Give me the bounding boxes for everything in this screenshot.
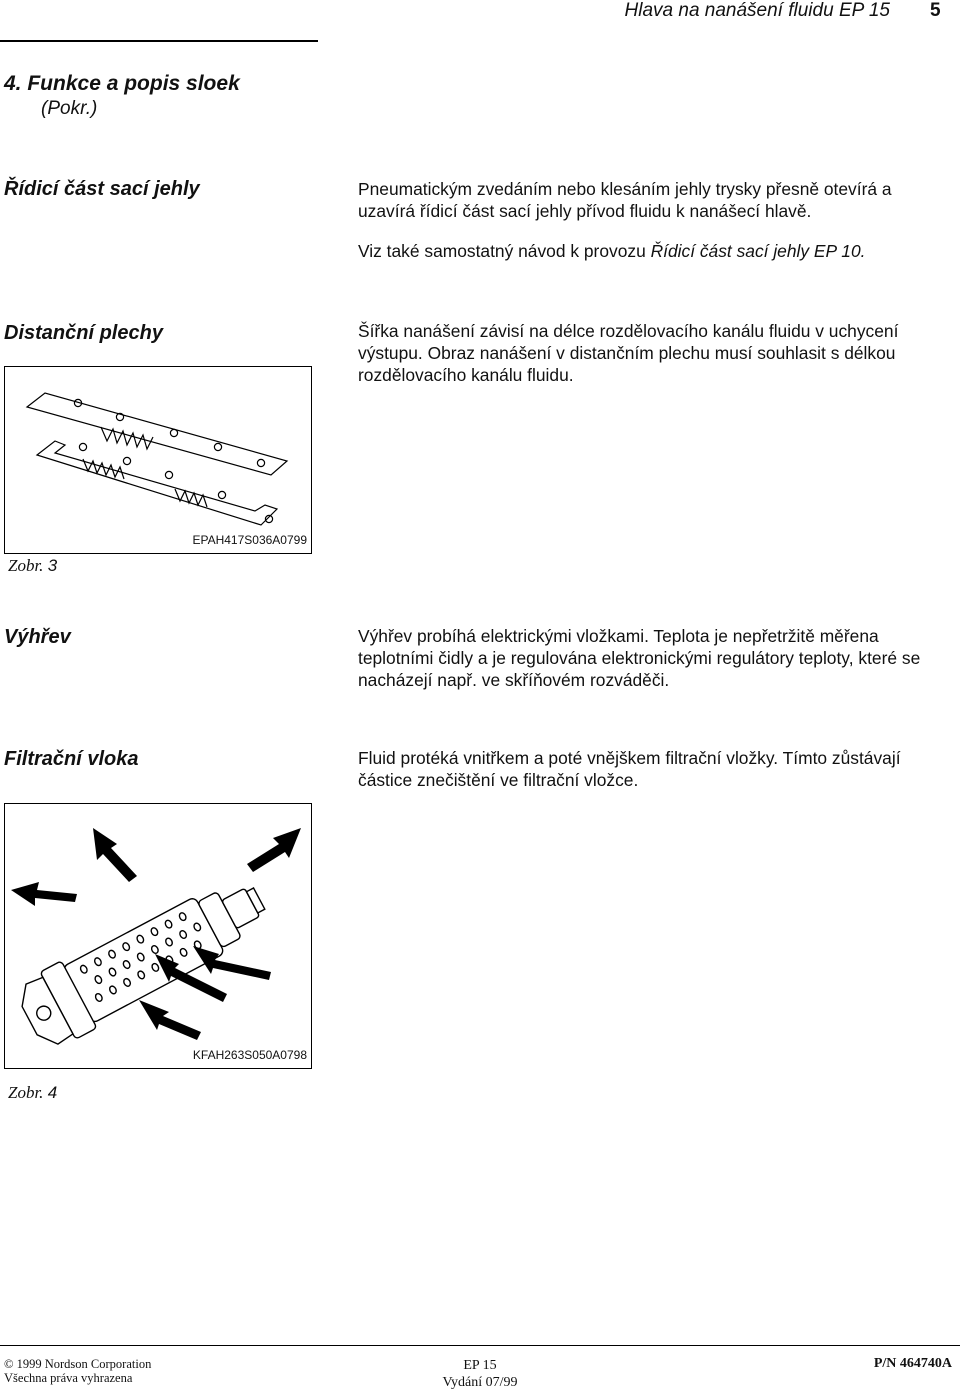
needle-control-para1: Pneumatickým zvedáním nebo klesáním jehly trysky přesně otevírá a uzavírá řídicí část sací jehly přívod fluidu k nanášecí hlavě.: [358, 179, 892, 221]
needle-control-text: [358, 178, 950, 262]
arrow-icon: [193, 946, 271, 980]
shim-plate-lower: [37, 441, 277, 525]
needle-control-label: Řídicí část sací jehly: [4, 178, 200, 200]
needle-control-para2: [358, 240, 950, 262]
shim-hole: [218, 491, 225, 498]
shims-text: Šířka nanášení závisí na délce rozdělovacího kanálu fluidu v uchycení výstupu. Obraz nanášení v distančním plechu musí souhlasit s délkou rozdělovacího kanálu fluidu.: [358, 321, 899, 385]
shim-plate-upper: [27, 393, 287, 475]
edition: Vydání 07/99: [442, 1375, 518, 1390]
shim-hole: [123, 457, 130, 464]
shims-figure: [4, 366, 312, 554]
caption-number: 3: [47, 556, 58, 575]
section-title: 4. Funkce a popis sloek: [4, 72, 240, 95]
arrow-icon: [247, 828, 301, 872]
footer-left: [4, 1357, 151, 1385]
heating-label: Výhřev: [4, 626, 71, 648]
shim-hole: [170, 429, 177, 436]
header-rule: [0, 40, 318, 42]
footer-center: [430, 1357, 530, 1391]
figure-caption: [8, 556, 57, 576]
rights-reserved: Všechna práva vyhrazena: [4, 1371, 133, 1385]
shims-label: Distanční plechy: [4, 322, 163, 344]
figure-code: KFAH263S050A0798: [192, 1048, 307, 1062]
filter-figure: [4, 803, 312, 1069]
running-header-title: Hlava na nanášení fluidu EP 15: [624, 0, 890, 21]
arrow-icon: [93, 828, 137, 882]
shim-plates-illustration: [5, 367, 311, 553]
shim-hole: [79, 443, 86, 450]
heating-text: Výhřev probíhá elektrickými vložkami. Teplota je nepřetržitě měřena teplotními čidly a je regulována elektronickými regulátory teploty, které se nacházejí např. ve skříňovém rozváděči.: [358, 626, 921, 690]
caption-prefix: Zobr.: [8, 556, 44, 575]
filter-cartridge-illustration: [5, 804, 311, 1068]
see-also-text: Viz také samostatný návod k provozu: [358, 241, 651, 261]
arrow-icon: [139, 1000, 201, 1040]
caption-number: 4: [47, 1083, 58, 1102]
page-number: 5: [930, 0, 941, 21]
shim-hole: [214, 443, 221, 450]
copyright: © 1999 Nordson Corporation: [4, 1357, 152, 1371]
filter-label: Filtrační vloka: [4, 748, 139, 770]
arrow-icon: [11, 882, 77, 906]
manual-reference: Řídicí část sací jehly EP 10.: [650, 241, 866, 261]
figure-caption: [8, 1083, 57, 1103]
shim-hole: [257, 459, 264, 466]
section-continued: (Pokr.): [41, 98, 98, 119]
shim-hole: [165, 471, 172, 478]
caption-prefix: Zobr.: [8, 1083, 44, 1102]
part-number: P/N 464740A: [873, 1356, 952, 1371]
figure-code: EPAH417S036A0799: [192, 533, 307, 547]
document-id: EP 15: [463, 1358, 497, 1373]
filter-text: Fluid protéká vnitřkem a poté vnějškem filtrační vložky. Tímto zůstávají částice znečištění ve filtrační vložce.: [358, 748, 901, 790]
shim-lower-slots-right: [175, 489, 207, 507]
footer-rule: [0, 1345, 960, 1346]
